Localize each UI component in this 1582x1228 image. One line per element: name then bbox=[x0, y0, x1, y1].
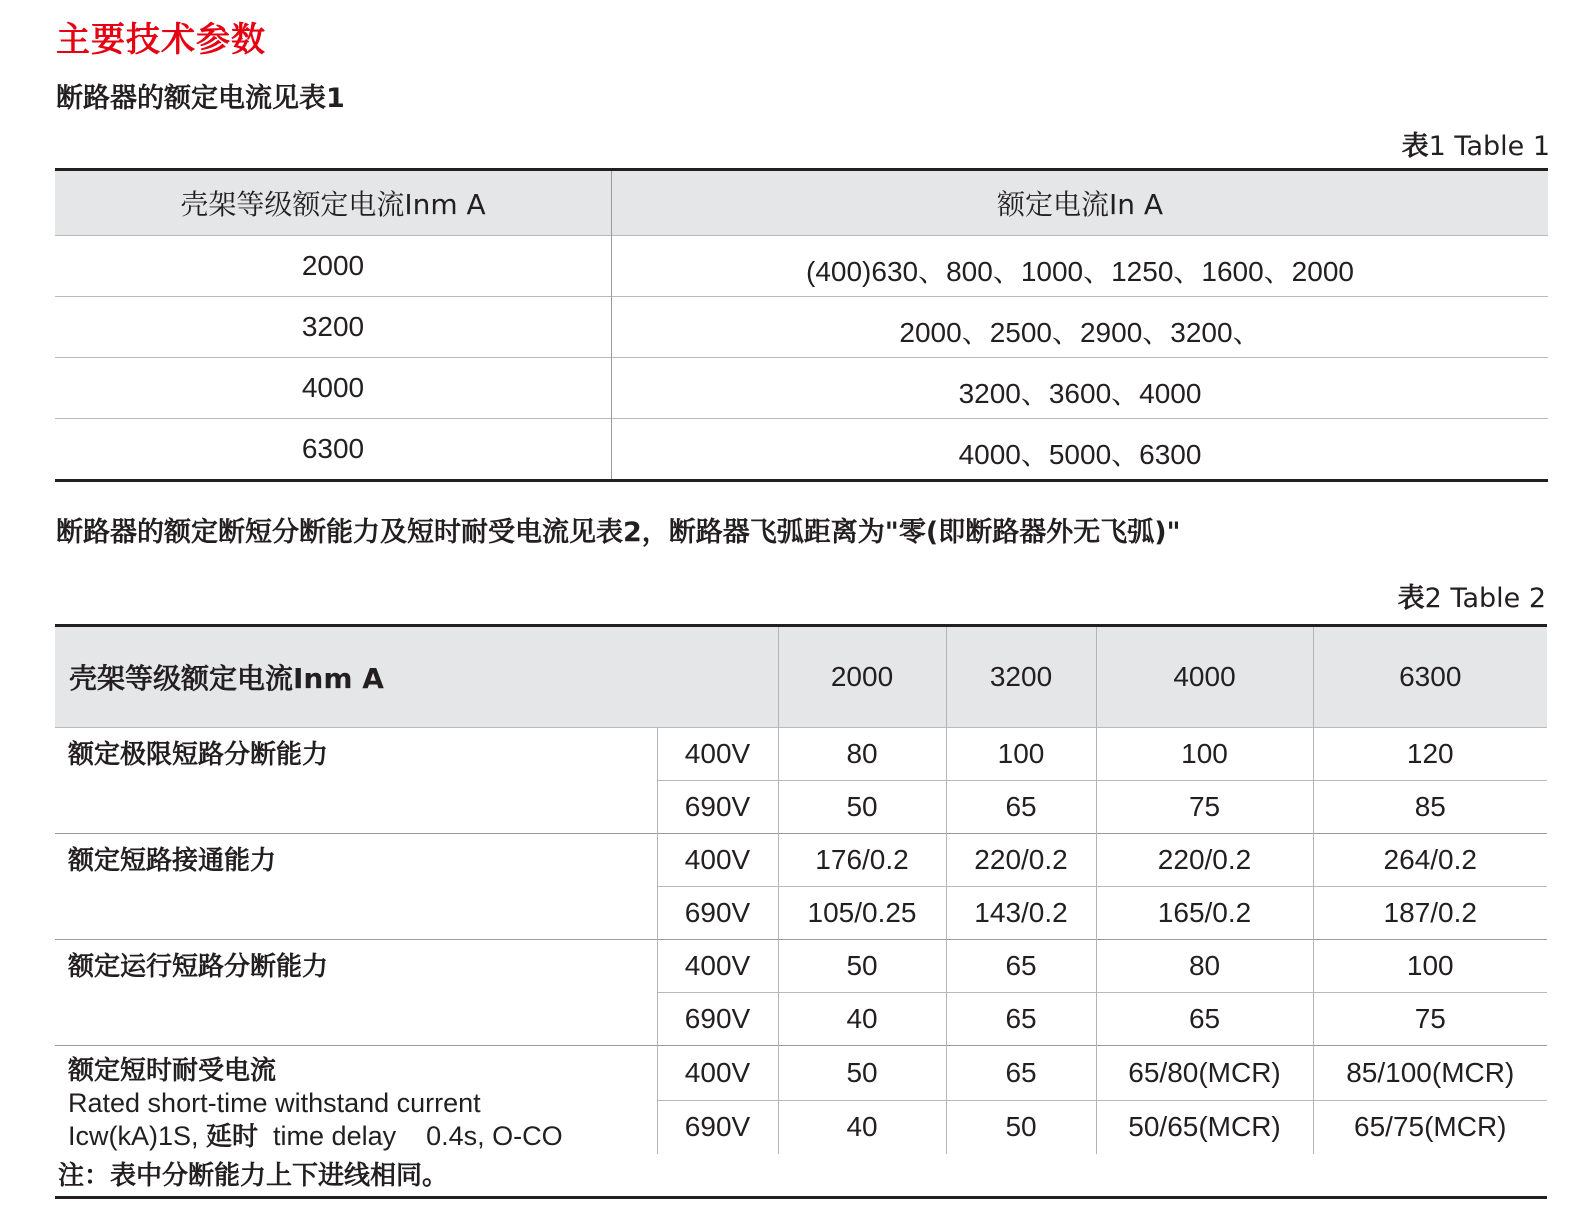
short-time-withstand-label bbox=[55, 1046, 657, 1155]
section-title: 主要技术参数 bbox=[56, 20, 266, 60]
value-cell: 50 bbox=[778, 781, 946, 834]
value-cell: 50/65(MCR) bbox=[1096, 1100, 1313, 1154]
table-row bbox=[55, 728, 1547, 781]
table1-header-frame: 壳架等级额定电流Inm A bbox=[55, 170, 612, 236]
value-cell: 100 bbox=[946, 728, 1096, 781]
value-cell: 40 bbox=[778, 993, 946, 1046]
value-cell: 65 bbox=[946, 1046, 1096, 1101]
table-row bbox=[55, 1046, 1547, 1101]
value-cell: 105/0.25 bbox=[778, 887, 946, 940]
value-cell: 120 bbox=[1313, 728, 1547, 781]
icw-text: Icw(kA)1S, bbox=[68, 1121, 207, 1151]
voltage-cell: 690V bbox=[657, 993, 778, 1046]
rated-current-cell: (400)630、800、1000、1250、1600、2000 bbox=[612, 236, 1549, 297]
value-cell: 85 bbox=[1313, 781, 1547, 834]
service-breaking-label: 额定运行短路分断能力 bbox=[55, 940, 657, 1046]
value-cell: 75 bbox=[1096, 781, 1313, 834]
voltage-cell: 690V bbox=[657, 887, 778, 940]
table-row bbox=[55, 834, 1547, 887]
short-time-withstand-label-en: Rated short-time withstand current bbox=[68, 1088, 481, 1118]
table1-intro: 断路器的额定电流见表1 bbox=[56, 83, 345, 114]
voltage-cell: 400V bbox=[657, 1046, 778, 1101]
value-cell: 65/75(MCR) bbox=[1313, 1100, 1547, 1154]
voltage-cell: 400V bbox=[657, 728, 778, 781]
table1-caption bbox=[1402, 124, 1550, 163]
table1-header-rated: 额定电流In A bbox=[612, 170, 1549, 236]
value-cell: 220/0.2 bbox=[946, 834, 1096, 887]
table-row bbox=[55, 358, 1548, 419]
voltage-cell: 400V bbox=[657, 940, 778, 993]
table-note: 注：表中分断能力上下进线相同。 bbox=[58, 1161, 449, 1191]
frame-current-cell: 3200 bbox=[55, 297, 612, 358]
frame-6300-header: 6300 bbox=[1313, 626, 1547, 728]
frame-3200-header: 3200 bbox=[946, 626, 1096, 728]
voltage-cell: 690V bbox=[657, 1100, 778, 1154]
frame-current-cell: 4000 bbox=[55, 358, 612, 419]
value-cell: 50 bbox=[778, 940, 946, 993]
value-cell: 100 bbox=[1096, 728, 1313, 781]
value-cell: 40 bbox=[778, 1100, 946, 1154]
delay-zh-text: 延时 bbox=[206, 1122, 259, 1152]
rated-current-cell: 2000、2500、2900、3200、 bbox=[612, 297, 1549, 358]
voltage-cell: 690V bbox=[657, 781, 778, 834]
table1-caption-zh: 表 bbox=[1401, 131, 1429, 162]
table2-intro: 断路器的额定断短分断能力及短时耐受电流见表2，断路器飞弧距离为"零(即断路器外无飞弧)" bbox=[56, 517, 1181, 548]
value-cell: 264/0.2 bbox=[1313, 834, 1547, 887]
voltage-cell: 400V bbox=[657, 834, 778, 887]
value-cell: 143/0.2 bbox=[946, 887, 1096, 940]
table2-header-row bbox=[55, 626, 1547, 728]
value-cell: 165/0.2 bbox=[1096, 887, 1313, 940]
value-cell: 85/100(MCR) bbox=[1313, 1046, 1547, 1101]
making-capacity-label: 额定短路接通能力 bbox=[55, 834, 657, 940]
table2-caption-rest: 2 Table 2 bbox=[1424, 583, 1546, 614]
value-cell: 75 bbox=[1313, 993, 1547, 1046]
value-cell: 80 bbox=[778, 728, 946, 781]
table-row bbox=[55, 419, 1548, 481]
value-cell: 50 bbox=[778, 1046, 946, 1101]
value-cell: 65 bbox=[946, 940, 1096, 993]
table1-header-row bbox=[55, 170, 1548, 236]
value-cell: 220/0.2 bbox=[1096, 834, 1313, 887]
table2-caption bbox=[1398, 576, 1546, 615]
frame-4000-header: 4000 bbox=[1096, 626, 1313, 728]
rated-current-table bbox=[55, 168, 1548, 482]
value-cell: 187/0.2 bbox=[1313, 887, 1547, 940]
short-time-withstand-label-zh: 额定短时耐受电流 bbox=[68, 1056, 277, 1086]
frame-current-cell: 6300 bbox=[55, 419, 612, 481]
delay-en-text: time delay 0.4s, O-CO bbox=[258, 1121, 563, 1151]
ultimate-breaking-label: 额定极限短路分断能力 bbox=[55, 728, 657, 834]
value-cell: 80 bbox=[1096, 940, 1313, 993]
value-cell: 176/0.2 bbox=[778, 834, 946, 887]
short-time-withstand-label-en2 bbox=[68, 1120, 657, 1154]
table2-caption-zh: 表 bbox=[1397, 583, 1425, 614]
table-row bbox=[55, 236, 1548, 297]
rated-current-cell: 4000、5000、6300 bbox=[612, 419, 1549, 481]
value-cell: 50 bbox=[946, 1100, 1096, 1154]
value-cell: 65 bbox=[946, 993, 1096, 1046]
bottom-rule bbox=[55, 1196, 1547, 1199]
rated-current-cell: 3200、3600、4000 bbox=[612, 358, 1549, 419]
table1-caption-rest: 1 Table 1 bbox=[1428, 131, 1550, 162]
table2-header-frame: 壳架等级额定电流Inm A bbox=[55, 626, 778, 728]
table-row bbox=[55, 940, 1547, 993]
frame-current-cell: 2000 bbox=[55, 236, 612, 297]
value-cell: 65 bbox=[946, 781, 1096, 834]
value-cell: 65 bbox=[1096, 993, 1313, 1046]
value-cell: 100 bbox=[1313, 940, 1547, 993]
table-row bbox=[55, 297, 1548, 358]
value-cell: 65/80(MCR) bbox=[1096, 1046, 1313, 1101]
breaking-capacity-table bbox=[55, 624, 1547, 1154]
frame-2000-header: 2000 bbox=[778, 626, 946, 728]
